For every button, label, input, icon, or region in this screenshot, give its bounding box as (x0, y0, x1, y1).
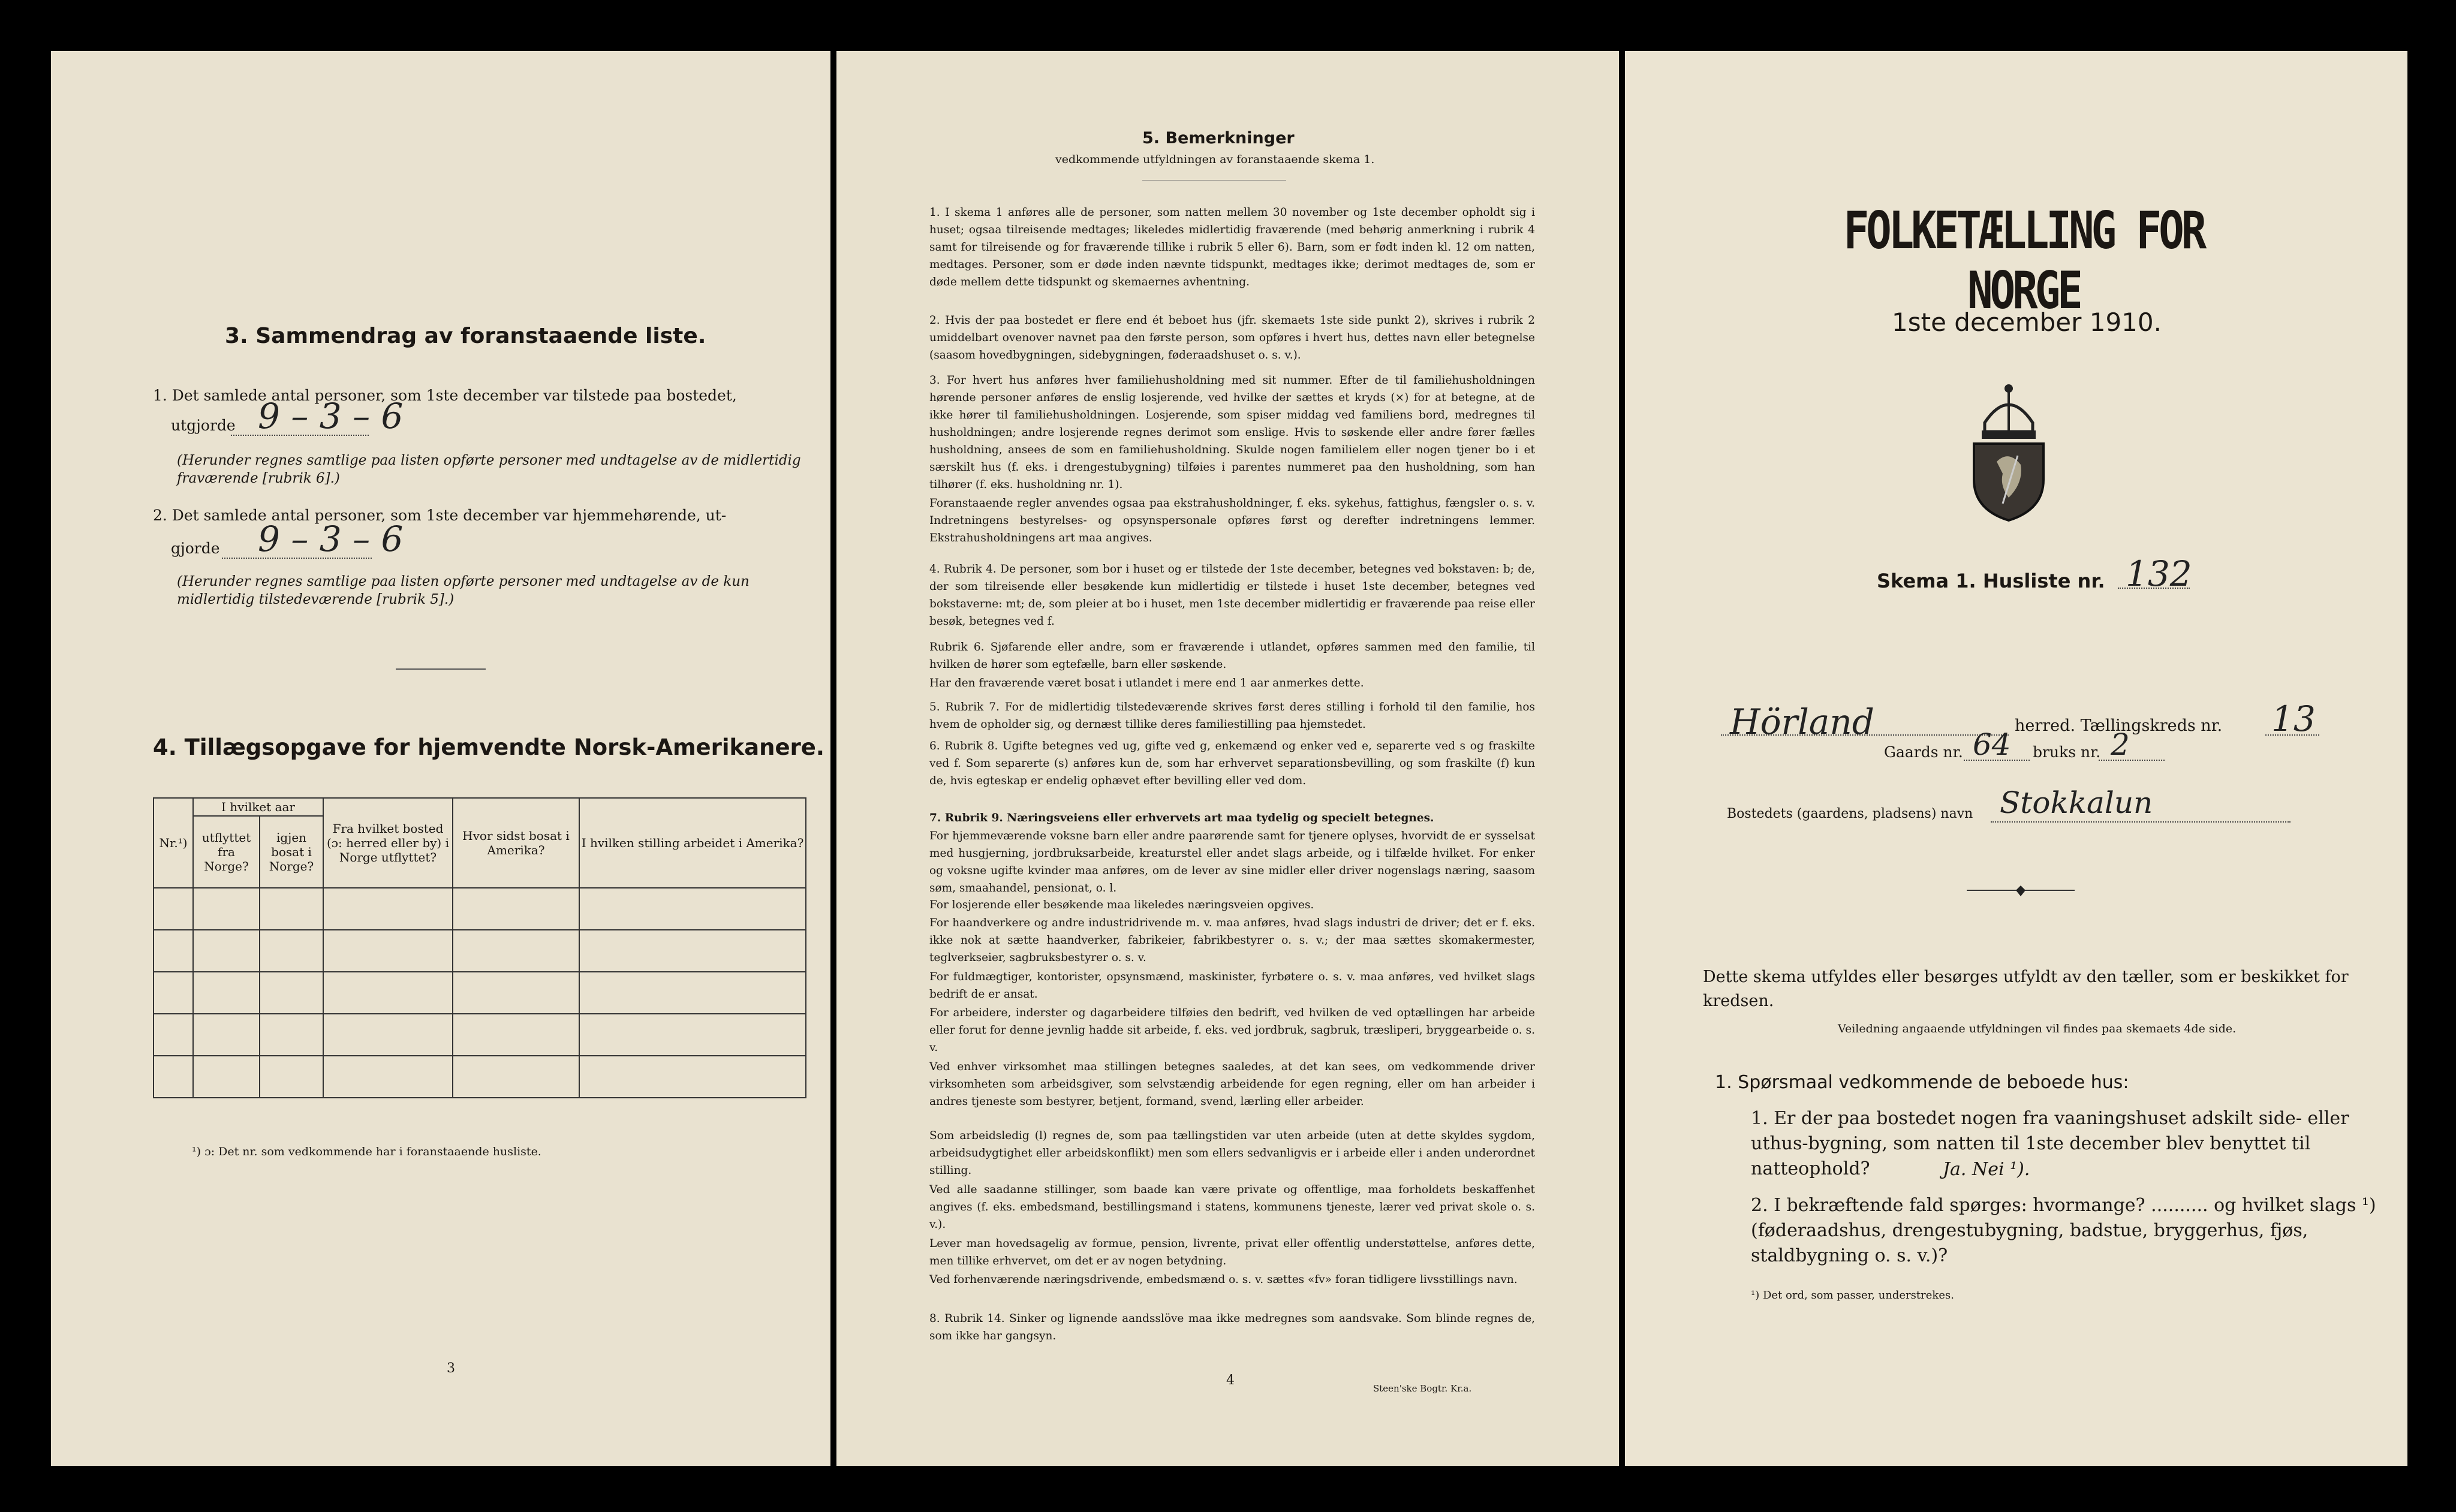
bosted-label: Bostedets (gaardens, pladsens) navn (1727, 806, 1973, 821)
section-3-title: 3. Sammendrag av foranstaaende liste. (225, 324, 706, 348)
remark-7f: For arbeidere, inderster og dagarbeidere tilføies den bedrift, ved hvilken de ved optællingen har arbeide eller forut for denne jevnlig hadde sit arbeide, f. eks. ved jordbruk, sagbruk, træsliperi, bryggearbeide o. s. v. (929, 1007, 1535, 1054)
question-2: 2. I bekræftende fald spørges: hvormange? .......... og hvilket slags ¹) (føderaadshus, drengestubygning, badstue, bryggerhus, fjøs, staldbygning o. s. v.)? (1751, 1195, 2376, 1266)
bruks-value: 2 (2111, 727, 2130, 762)
remarks-title: 5. Bemerkninger (1142, 129, 1295, 147)
herred-value: Hörland (1730, 701, 1874, 742)
herred-label: herred. Tællingskreds nr. (2015, 716, 2223, 735)
item-1-lead: utgjorde (171, 417, 236, 434)
remark-7i: Ved alle saadanne stillinger, som baade kan være private og offentlige, maa forholdets beskaffenhet angives (f. eks. embedsmand, bestillingsmand i statens, kommunens tjeneste, lærer ved privat skole o. s. v.). (929, 1183, 1535, 1231)
question-1-answer: Ja. Nei ¹). (1943, 1159, 2030, 1180)
item-1-note: (Herunder regnes samtlige paa listen opførte personer med undtagelse av de midlertidig fraværende [rubrik 6].) (177, 453, 801, 486)
remark-7g: Ved enhver virksomhet maa stillingen betegnes saaledes, at det kan sees, om vedkommende driver virksomheten som arbeidsgiver, som selvstændig arbeidende for egen regning, eller om han arbeider i andres tjeneste som bestyrer, betjent, formand, svend, lærling eller arbeider. (929, 1061, 1535, 1108)
remark-1: 1. I skema 1 anføres alle de personer, som natten mellem 30 november og 1ste december opholdt sig i huset; ogsaa tilreisende medtages; likeledes midlertidig fraværende (med behørig anmerkning i rubrik 4 samt for tilreisende og for fraværende tillike i rubrik 5 eller 6). Barn, som er født inden kl. 12 om natten, medtages. Personer, som er døde inden nævnte tidspunkt, medtages ikke; derimot medtages de, som er døde mellem dette tidspunkt og skemaernes avhentning. (929, 206, 1535, 288)
ornament-divider-icon (1967, 884, 2075, 901)
husliste-nr-value: 132 (2126, 553, 2192, 594)
th-returned: igjen bosat i Norge? (260, 816, 323, 888)
skema-label: Skema 1. Husliste nr. (1877, 570, 2105, 592)
bruks-label: bruks nr. (2033, 743, 2101, 761)
th-position: I hvilken stilling arbeidet i Amerika? (579, 798, 806, 888)
item-2-lead: gjorde (171, 540, 220, 557)
coat-of-arms-icon (1967, 384, 2051, 524)
census-title: FOLKETÆLLING FOR NORGE (1843, 201, 2204, 321)
table-row (154, 1014, 806, 1056)
printer-mark: Steen'ske Bogtr. Kr.a. (1373, 1383, 1472, 1394)
question-1: 1. Er der paa bostedet nogen fra vaaningshuset adskilt side- eller uthus-bygning, som natten til 1ste december blev benyttet til natteophold? (1751, 1108, 2349, 1179)
page-1-cover (1625, 51, 2407, 1466)
remark-2: 2. Hvis der paa bostedet er flere end ét beboet hus (jfr. skemaets 1ste side punkt 2), skrives i rubrik 2 umiddelbart ovenover navnet paa den første person, som opføres i hvert hus, dettes navn eller betegnelse (saasom hovedbygningen, sidebygningen, føderaadshuset o. s. v.). (929, 314, 1535, 362)
item-1-text: 1. Det samlede antal personer, som 1ste december var tilstede paa bostedet, (153, 387, 737, 404)
remark-6: 6. Rubrik 8. Ugifte betegnes ved ug, gifte ved g, enkemænd og enker ved e, separerte ved s og fraskilte ved f. Som separerte (s) anføres kun de, som har erhvervet separationsbevilling, og som fraskilte (f) kun de, hvis egteskap er endelig ophævet efter bevilling eller ved dom. (929, 740, 1535, 787)
instruction-text: Dette skema utfyldes eller besørges utfyldt av den tæller, som er beskikket for kredsen. (1703, 968, 2349, 1010)
table-footnote: ¹) ɔ: Det nr. som vedkommende har i foranstaaende husliste. (192, 1145, 541, 1158)
gaards-value: 64 (1973, 727, 2011, 762)
item-2-value: 9 – 3 – 6 (258, 519, 404, 559)
th-year-group: I hvilket aar (193, 798, 323, 816)
remark-7h: Som arbeidsledig (l) regnes de, som paa tællingstiden var uten arbeide (uten at dette skyldes sygdom, arbeidsudygtighet eller arbeidskonflikt) men som ellers sedvanligvis er i arbeide eller i anden underordnet stilling. (929, 1130, 1535, 1177)
gaards-label: Gaards nr. (1884, 743, 1963, 761)
th-from-where: Fra hvilket bosted (ɔ: herred eller by) i Norge utflyttet? (323, 798, 453, 888)
page-number: 3 (447, 1361, 455, 1376)
item-2-note: (Herunder regnes samtlige paa listen opførte personer med undtagelse av de kun midlertidig tilstedeværende [rubrik 5].) (177, 574, 750, 607)
bruks-fillline (2099, 760, 2165, 761)
remark-8: 8. Rubrik 14. Sinker og lignende aandsslöve maa ikke medregnes som aandsvake. Som blinde regnes de, som ikke har gangsyn. (929, 1312, 1535, 1342)
remark-7j: Lever man hovedsagelig av formue, pension, livrente, privat eller offentlig understøttelse, anføres dette, men tillike erhvervet, om det er av nogen betydning. (929, 1237, 1535, 1267)
divider-rule (396, 668, 486, 670)
question-heading: 1. Spørsmaal vedkommende de beboede hus: (1715, 1072, 2129, 1093)
item-1-value: 9 – 3 – 6 (258, 396, 404, 436)
right-footnote: ¹) Det ord, som passer, understrekes. (1751, 1289, 1954, 1302)
table-row (154, 888, 806, 930)
remark-7d: For haandverkere og andre industridrivende m. v. maa anføres, hvad slags industri de driver; det er f. eks. ikke nok at sætte haandverker, fabrikeier, fabrikbestyrer o. s. v.; der maa sættes skomakermester, teglverkseier, sagbruksbestyrer o. s. v. (929, 917, 1535, 964)
remark-7e: For fuldmægtiger, kontorister, opsynsmænd, maskinister, fyrbøtere o. s. v. maa anføres, ved hvilket slags bedrift de er ansat. (929, 971, 1535, 1001)
section-4-title: 4. Tillægsopgave for hjemvendte Norsk-Amerikanere. (153, 734, 824, 760)
page-4 (836, 51, 1619, 1466)
instruction-small: Veiledning angaaende utfyldningen vil findes paa skemaets 4de side. (1838, 1022, 2237, 1035)
remark-7b: For hjemmeværende voksne barn eller andre paarørende samt for tjenere oplyses, hvorvidt de er sysselsat med husgjerning, jordbruksarbeide, kreaturstel eller andet slags arbeide, og i tilfælde hvilket. For enker og voksne ugifte kvinder maa anføres, om de lever av sine midler eller driver nogenslags næring, saasom søm, smaahandel, pensionat, o. l. (929, 830, 1535, 894)
remark-7: 7. Rubrik 9. Næringsveiens eller erhvervets art maa tydelig og specielt betegnes. (929, 812, 1434, 824)
remark-4: 4. Rubrik 4. De personer, som bor i huset og er tilstede der 1ste december, betegnes ved bokstaven: b; de, der som tilreisende eller besøkende kun midlertidig er tilstede i huset 1ste december, betegnes ved bokstaverne: mt; de, som pleier at bo i huset, men 1ste december midlertidig er fraværende paa reise eller besøk, betegnes ved f. (929, 563, 1535, 628)
bosted-value: Stokkalun (2000, 785, 2153, 820)
remark-4c: Har den fraværende været bosat i utlandet i mere end 1 aar anmerkes dette. (929, 677, 1364, 689)
remarks-subtitle: vedkommende utfyldningen av foranstaaende skema 1. (1055, 153, 1375, 166)
kreds-value: 13 (2271, 698, 2316, 739)
item-2-text: 2. Det samlede antal personer, som 1ste december var hjemmehørende, ut- (153, 507, 727, 524)
census-date: 1ste december 1910. (1892, 308, 2162, 337)
remark-7c: For losjerende eller besøkende maa likeledes næringsveien opgives. (929, 899, 1314, 911)
remark-5: 5. Rubrik 7. For de midlertidig tilstedeværende skrives først deres stilling i forhold til den familie, hos hvem de opholder sig, og dernæst tillike deres familiestilling paa hjemstedet. (929, 701, 1535, 731)
norsk-amerikanere-table (153, 797, 806, 1098)
th-nr: Nr.¹) (154, 798, 193, 888)
page-3 (51, 51, 830, 1466)
th-last-residence: Hvor sidst bosat i Amerika? (453, 798, 579, 888)
table-row (154, 930, 806, 972)
table-row (154, 1056, 806, 1098)
th-emigrated: utflyttet fra Norge? (193, 816, 260, 888)
bosted-fillline (1991, 821, 2291, 823)
remark-4b: Rubrik 6. Sjøfarende eller andre, som er fraværende i utlandet, opføres sammen med den familie, til hvilken de hører som egtefælle, barn eller søskende. (929, 641, 1535, 671)
remark-7k: Ved forhenværende næringsdrivende, embedsmænd o. s. v. sættes «fv» foran tidligere livsstillings navn. (929, 1273, 1518, 1286)
remark-3: 3. For hvert hus anføres hver familiehusholdning med sit nummer. Efter de til familiehusholdningen hørende personer anføres de enslig losjerende, ved hvilke der sættes et kryds (×) for at betegne, at de ikke hører til familiehusholdningen. Losjerende, som spiser middag ved familiens bord, medregnes til husholdningen; andre losjerende regnes derimot som enslige. Hvis to søskende eller andre fører fælles husholdning, ansees de som en familiehusholdning. Skulde nogen familielem eller nogen tjener bo i et særskilt hus (f. eks. i drengestubygning) tilføies i parentes nummeret paa den husholdning, som han tilhører (f. eks. husholdning nr. 1). (929, 374, 1535, 491)
table-row (154, 972, 806, 1014)
remark-3b: Foranstaaende regler anvendes ogsaa paa ekstrahusholdninger, f. eks. sykehus, fattighus, fængsler o. s. v. Indretningens bestyrelses- og opsynspersonale opføres først og derefter indretningens lemmer. Ekstrahusholdningens art maa angives. (929, 497, 1535, 544)
page-number: 4 (1226, 1373, 1235, 1388)
